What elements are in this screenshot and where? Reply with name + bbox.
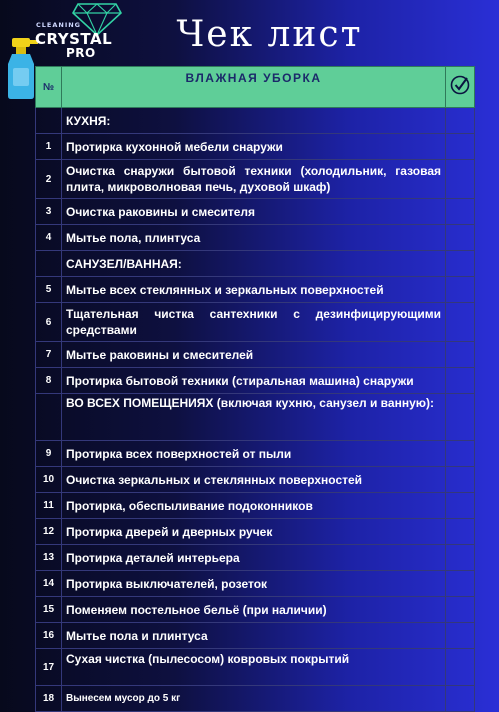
item-number: 15 <box>36 597 62 623</box>
item-number: 12 <box>36 519 62 545</box>
item-number: 4 <box>36 225 62 251</box>
checkbox-cell[interactable] <box>446 597 475 623</box>
item-text: Протирка кухонной мебели снаружи <box>62 134 446 160</box>
checkbox-cell[interactable] <box>446 303 475 342</box>
section-label: КУХНЯ: <box>62 108 446 134</box>
checkbox-cell[interactable] <box>446 134 475 160</box>
item-text: Поменяем постельное бельё (при наличии) <box>62 597 446 623</box>
checkbox-cell[interactable] <box>446 545 475 571</box>
item-text: Вынесем мусор до 5 кг <box>62 686 446 712</box>
table-header-row <box>36 67 475 108</box>
checkbox-cell[interactable] <box>446 519 475 545</box>
checkbox-cell[interactable] <box>446 467 475 493</box>
checkbox-cell[interactable] <box>446 649 475 686</box>
section-label: САНУЗЕЛ/ВАННАЯ: <box>62 251 446 277</box>
item-number: 2 <box>36 160 62 199</box>
item-number: 8 <box>36 368 62 394</box>
checkbox-cell[interactable] <box>446 251 475 277</box>
section-row <box>36 251 475 277</box>
item-text: Протирка бытовой техники (стиральная машина) снаружи <box>62 368 446 394</box>
checkbox-cell[interactable] <box>446 342 475 368</box>
checkbox-cell[interactable] <box>446 441 475 467</box>
table-row <box>36 199 475 225</box>
section-label: ВО ВСЕХ ПОМЕЩЕНИЯХ (включая кухню, санузел и ванную): <box>62 394 446 441</box>
item-number: 9 <box>36 441 62 467</box>
item-number: 7 <box>36 342 62 368</box>
table-row <box>36 545 475 571</box>
table-row <box>36 225 475 251</box>
page-title: Чек лист <box>176 14 363 55</box>
table-row <box>36 597 475 623</box>
item-number: 18 <box>36 686 62 712</box>
table-row <box>36 493 475 519</box>
item-number: 14 <box>36 571 62 597</box>
checkbox-cell[interactable] <box>446 368 475 394</box>
item-number: 10 <box>36 467 62 493</box>
item-text: Очистка снаружи бытовой техники (холодильник, газовая плита, микроволновая печь, духовой шкаф) <box>62 160 446 199</box>
item-text: Мытье пола, плинтуса <box>62 225 446 251</box>
table-row <box>36 342 475 368</box>
checkbox-cell[interactable] <box>446 493 475 519</box>
table-row <box>36 623 475 649</box>
table-row <box>36 571 475 597</box>
checkbox-cell[interactable] <box>446 277 475 303</box>
checkbox-cell[interactable] <box>446 199 475 225</box>
item-text: Мытье раковины и смесителей <box>62 342 446 368</box>
item-number: 1 <box>36 134 62 160</box>
item-text: Тщательная чистка сантехники с дезинфицирующими средствами <box>62 303 446 342</box>
item-text: Протирка дверей и дверных ручек <box>62 519 446 545</box>
checklist-table <box>35 66 475 712</box>
section-row <box>36 394 475 441</box>
checkbox-cell[interactable] <box>446 571 475 597</box>
item-text: Протирка, обеспыливание подоконников <box>62 493 446 519</box>
checkbox-cell[interactable] <box>446 623 475 649</box>
checkbox-cell[interactable] <box>446 225 475 251</box>
table-row <box>36 467 475 493</box>
item-text: Мытье всех стеклянных и зеркальных поверхностей <box>62 277 446 303</box>
header-title: ВЛАЖНАЯ УБОРКА <box>62 67 446 108</box>
item-number: 6 <box>36 303 62 342</box>
logo-pro-text: PRO <box>66 46 96 60</box>
logo-cleaning-text: CLEANING <box>36 21 82 29</box>
header-check-cell <box>446 67 475 108</box>
item-text: Протирка выключателей, розеток <box>62 571 446 597</box>
table-row <box>36 519 475 545</box>
item-number: 5 <box>36 277 62 303</box>
item-number: 11 <box>36 493 62 519</box>
table-row <box>36 303 475 342</box>
checkbox-cell[interactable] <box>446 394 475 441</box>
check-circle-icon <box>450 75 470 95</box>
section-row <box>36 108 475 134</box>
item-text: Очистка раковины и смесителя <box>62 199 446 225</box>
header-number: № <box>36 67 62 108</box>
table-row <box>36 160 475 199</box>
item-number: 17 <box>36 649 62 686</box>
item-number: 13 <box>36 545 62 571</box>
item-number: 16 <box>36 623 62 649</box>
item-text: Протирка деталей интерьера <box>62 545 446 571</box>
logo-crystal-text: CRYSTAL <box>35 30 113 48</box>
checkbox-cell[interactable] <box>446 160 475 199</box>
table-row <box>36 277 475 303</box>
item-text: Мытье пола и плинтуса <box>62 623 446 649</box>
table-row <box>36 649 475 686</box>
table-row <box>36 134 475 160</box>
table-row <box>36 368 475 394</box>
item-text: Очистка зеркальных и стеклянных поверхностей <box>62 467 446 493</box>
checkbox-cell[interactable] <box>446 108 475 134</box>
item-text: Сухая чистка (пылесосом) ковровых покрытий <box>62 649 446 686</box>
item-text: Протирка всех поверхностей от пыли <box>62 441 446 467</box>
item-number: 3 <box>36 199 62 225</box>
table-row <box>36 441 475 467</box>
